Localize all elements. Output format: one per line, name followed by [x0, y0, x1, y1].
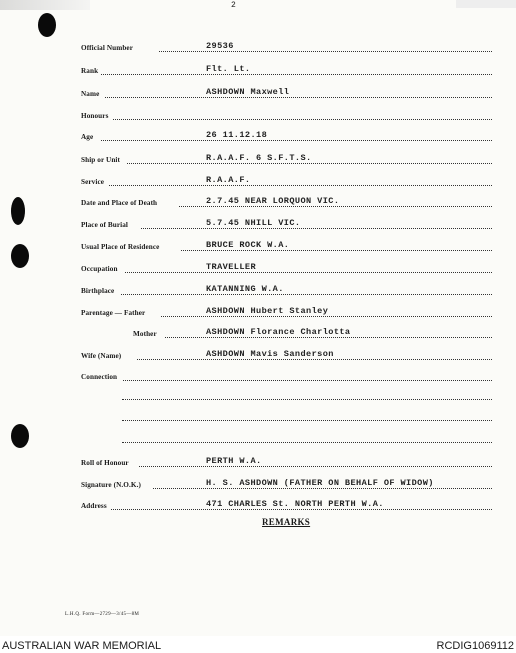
field-occupation: [81, 261, 492, 275]
field-label: Date and Place of Death: [81, 199, 158, 207]
field-name: [81, 86, 492, 100]
field-value: ASHDOWN Mavis Sanderson: [206, 349, 334, 359]
connection-line: [122, 399, 492, 400]
field-date-place-of-death: [81, 195, 492, 209]
connection-line: [122, 420, 492, 421]
field-label: Official Number: [81, 44, 134, 52]
dotted-line: [113, 119, 492, 120]
field-parentage-mother: [81, 326, 492, 340]
form-number: L.H.Q. Form—2729—3/45—8M: [65, 612, 140, 617]
field-rank: [81, 63, 492, 77]
field-parentage-father: [81, 305, 492, 319]
field-label: Mother: [133, 330, 157, 338]
field-label: Service: [81, 178, 105, 186]
field-label: Name: [81, 90, 100, 98]
field-roll-of-honour: [81, 455, 492, 469]
field-place-of-burial: [81, 217, 492, 231]
field-value: ASHDOWN Florance Charlotta: [206, 327, 351, 337]
field-label: Birthplace: [81, 287, 115, 295]
field-label: Occupation: [81, 265, 118, 273]
punch-hole-icon: [11, 424, 29, 448]
field-label: Connection: [81, 373, 118, 381]
dotted-line: [153, 488, 492, 489]
punch-hole-icon: [11, 244, 29, 268]
field-connection: [81, 369, 492, 383]
dotted-line: [181, 250, 492, 251]
field-birthplace: [81, 283, 492, 297]
dotted-line: [141, 228, 492, 229]
field-value: KATANNING W.A.: [206, 284, 284, 294]
field-ship-or-unit: [81, 152, 492, 166]
handwritten-annotation: 2: [231, 1, 236, 10]
field-label: Signature (N.O.K.): [81, 481, 141, 489]
remarks-heading: REMARKS: [262, 517, 311, 527]
dotted-line: [127, 163, 492, 164]
field-value: TRAVELLER: [206, 262, 257, 272]
field-value: PERTH W.A.: [206, 456, 262, 466]
field-label: Address: [81, 502, 107, 510]
field-value: R.A.A.F. 6 S.F.T.S.: [206, 153, 312, 163]
field-value: H. S. ASHDOWN (FATHER ON BEHALF OF WIDOW): [206, 478, 434, 488]
punch-hole-icon: [38, 13, 56, 37]
field-label: Wife (Name): [81, 352, 122, 360]
dotted-line: [179, 206, 492, 207]
field-value: Flt. Lt.: [206, 64, 251, 74]
field-usual-residence: [81, 239, 492, 253]
field-honours: [81, 108, 492, 122]
connection-line: [122, 442, 492, 443]
field-address: [81, 498, 492, 512]
footer-source: AUSTRALIAN WAR MEMORIAL: [2, 640, 162, 652]
scan-smudge: [0, 0, 90, 10]
dotted-line: [109, 185, 492, 186]
dotted-line: [105, 97, 492, 98]
dotted-line: [161, 316, 492, 317]
scan-corner: [456, 0, 516, 8]
field-label: Parentage — Father: [81, 309, 146, 317]
field-value: ASHDOWN Hubert Stanley: [206, 306, 329, 316]
field-wife: [81, 348, 492, 362]
field-age: [81, 129, 492, 143]
field-value: 29536: [206, 41, 234, 51]
field-label: Usual Place of Residence: [81, 243, 160, 251]
dotted-line: [121, 294, 492, 295]
dotted-line: [111, 509, 492, 510]
field-value: 471 CHARLES St. NORTH PERTH W.A.: [206, 499, 384, 509]
field-label: Age: [81, 133, 94, 141]
field-value: R.A.A.F.: [206, 175, 251, 185]
field-value: BRUCE ROCK W.A.: [206, 240, 290, 250]
field-label: Rank: [81, 67, 99, 75]
field-signature-nok: [81, 477, 492, 491]
punch-hole-icon: [11, 197, 25, 225]
field-label: Ship or Unit: [81, 156, 121, 164]
footer-record-id: RCDIG1069112: [436, 640, 514, 652]
dotted-line: [165, 337, 492, 338]
field-label: Roll of Honour: [81, 459, 129, 467]
dotted-line: [159, 51, 492, 52]
field-value: 5.7.45 NHILL VIC.: [206, 218, 301, 228]
dotted-line: [101, 140, 492, 141]
field-official-number: [81, 40, 492, 54]
dotted-line: [139, 466, 492, 467]
footer-bar: [0, 636, 516, 653]
dotted-line: [123, 380, 492, 381]
field-label: Honours: [81, 112, 109, 120]
field-service: [81, 174, 492, 188]
field-value: ASHDOWN Maxwell: [206, 87, 290, 97]
dotted-line: [125, 272, 492, 273]
field-label: Place of Burial: [81, 221, 129, 229]
field-value: 2.7.45 NEAR LORQUON VIC.: [206, 196, 340, 206]
field-value: 26 11.12.18: [206, 130, 268, 140]
dotted-line: [137, 359, 492, 360]
dotted-line: [101, 74, 492, 75]
